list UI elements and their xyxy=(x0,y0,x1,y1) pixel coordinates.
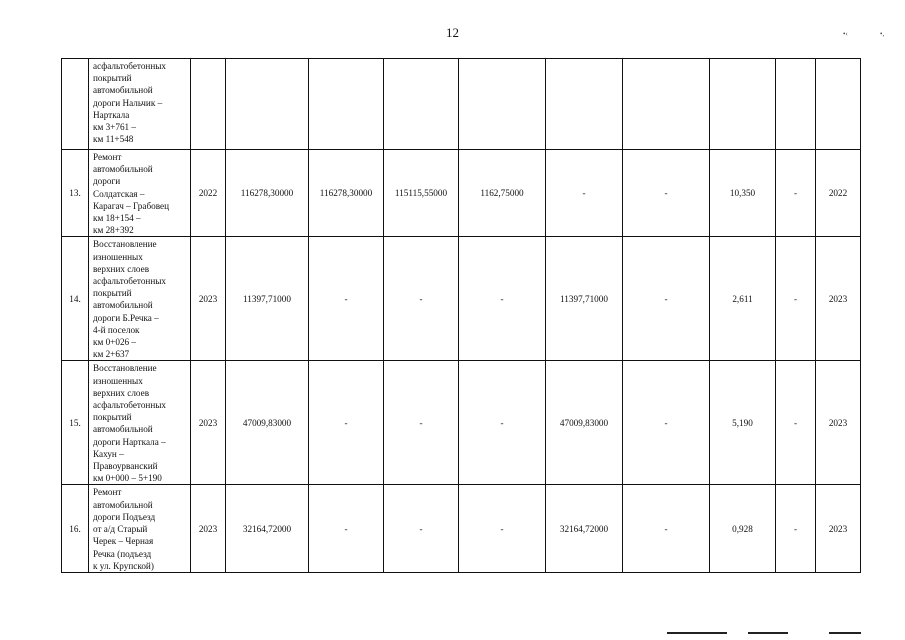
value-col-6: - xyxy=(776,485,816,573)
value-col-6: - xyxy=(776,361,816,485)
road-length: 10,350 xyxy=(710,150,776,237)
amount-col-4: 47009,83000 xyxy=(546,361,623,485)
amount-col-1 xyxy=(309,59,384,150)
divider-line xyxy=(748,632,788,634)
amount-col-5: - xyxy=(623,361,710,485)
road-length: 5,190 xyxy=(710,361,776,485)
amount-col-1: 116278,30000 xyxy=(309,150,384,237)
total-amount: 11397,71000 xyxy=(226,237,309,361)
table-row xyxy=(62,485,861,573)
scan-mark: •‹ xyxy=(843,30,848,38)
amount-col-5: - xyxy=(623,485,710,573)
start-year: 2023 xyxy=(191,237,226,361)
end-year: 2023 xyxy=(816,237,861,361)
object-name: Ремонт автомобильной дороги Подъезд от а/д Старый Черек – Черная Речка (подъезд к ул. Крупской) xyxy=(89,485,191,573)
amount-col-1: - xyxy=(309,237,384,361)
start-year: 2022 xyxy=(191,150,226,237)
total-amount: 32164,72000 xyxy=(226,485,309,573)
table-row xyxy=(62,361,861,485)
value-col-6 xyxy=(776,59,816,150)
amount-col-2: - xyxy=(384,237,459,361)
amount-col-3 xyxy=(459,59,546,150)
amount-col-2 xyxy=(384,59,459,150)
amount-col-3: - xyxy=(459,485,546,573)
end-year: 2023 xyxy=(816,361,861,485)
road-length xyxy=(710,59,776,150)
road-length: 0,928 xyxy=(710,485,776,573)
table-row xyxy=(62,150,861,237)
start-year: 2023 xyxy=(191,485,226,573)
amount-col-5: - xyxy=(623,150,710,237)
page-number: 12 xyxy=(446,25,459,40)
end-year: 2022 xyxy=(816,150,861,237)
end-year: 2023 xyxy=(816,485,861,573)
end-year xyxy=(816,59,861,150)
total-amount: 116278,30000 xyxy=(226,150,309,237)
amount-col-2: - xyxy=(384,361,459,485)
value-col-6: - xyxy=(776,237,816,361)
total-amount: 47009,83000 xyxy=(226,361,309,485)
start-year xyxy=(191,59,226,150)
amount-col-2: - xyxy=(384,485,459,573)
total-amount xyxy=(226,59,309,150)
amount-col-4 xyxy=(546,59,623,150)
value-col-6: - xyxy=(776,150,816,237)
amount-col-3: - xyxy=(459,361,546,485)
start-year: 2023 xyxy=(191,361,226,485)
amount-col-3: 1162,75000 xyxy=(459,150,546,237)
amount-col-5: - xyxy=(623,237,710,361)
row-number xyxy=(62,59,89,150)
object-name: Восстановление изношенных верхних слоев асфальтобетонных покрытий автомобильной дороги Нарткала – Кахун – Правоурванский км 0+000 – 5+190 xyxy=(89,361,191,485)
row-number: 16. xyxy=(62,485,89,573)
amount-col-4: 32164,72000 xyxy=(546,485,623,573)
amount-col-1: - xyxy=(309,485,384,573)
object-name: асфальтобетонных покрытий автомобильной дороги Нальчик – Нарткала км 3+761 – км 11+548 xyxy=(89,59,191,150)
amount-col-2: 115115,55000 xyxy=(384,150,459,237)
object-name: Восстановление изношенных верхних слоев асфальтобетонных покрытий автомобильной дороги Б.Речка – 4-й поселок км 0+026 – км 2+637 xyxy=(89,237,191,361)
row-number: 13. xyxy=(62,150,89,237)
scan-mark: •, xyxy=(880,30,885,38)
road-length: 2,611 xyxy=(710,237,776,361)
divider-line xyxy=(829,632,861,634)
amount-col-4: 11397,71000 xyxy=(546,237,623,361)
amount-col-4: - xyxy=(546,150,623,237)
table-row xyxy=(62,59,861,150)
amount-col-1: - xyxy=(309,361,384,485)
row-number: 15. xyxy=(62,361,89,485)
row-number: 14. xyxy=(62,237,89,361)
divider-line xyxy=(667,632,727,634)
road-repair-table xyxy=(61,58,861,573)
table-row xyxy=(62,237,861,361)
amount-col-3: - xyxy=(459,237,546,361)
amount-col-5 xyxy=(623,59,710,150)
object-name: Ремонт автомобильной дороги Солдатская – Карагач – Грабовец км 18+154 – км 28+392 xyxy=(89,150,191,237)
